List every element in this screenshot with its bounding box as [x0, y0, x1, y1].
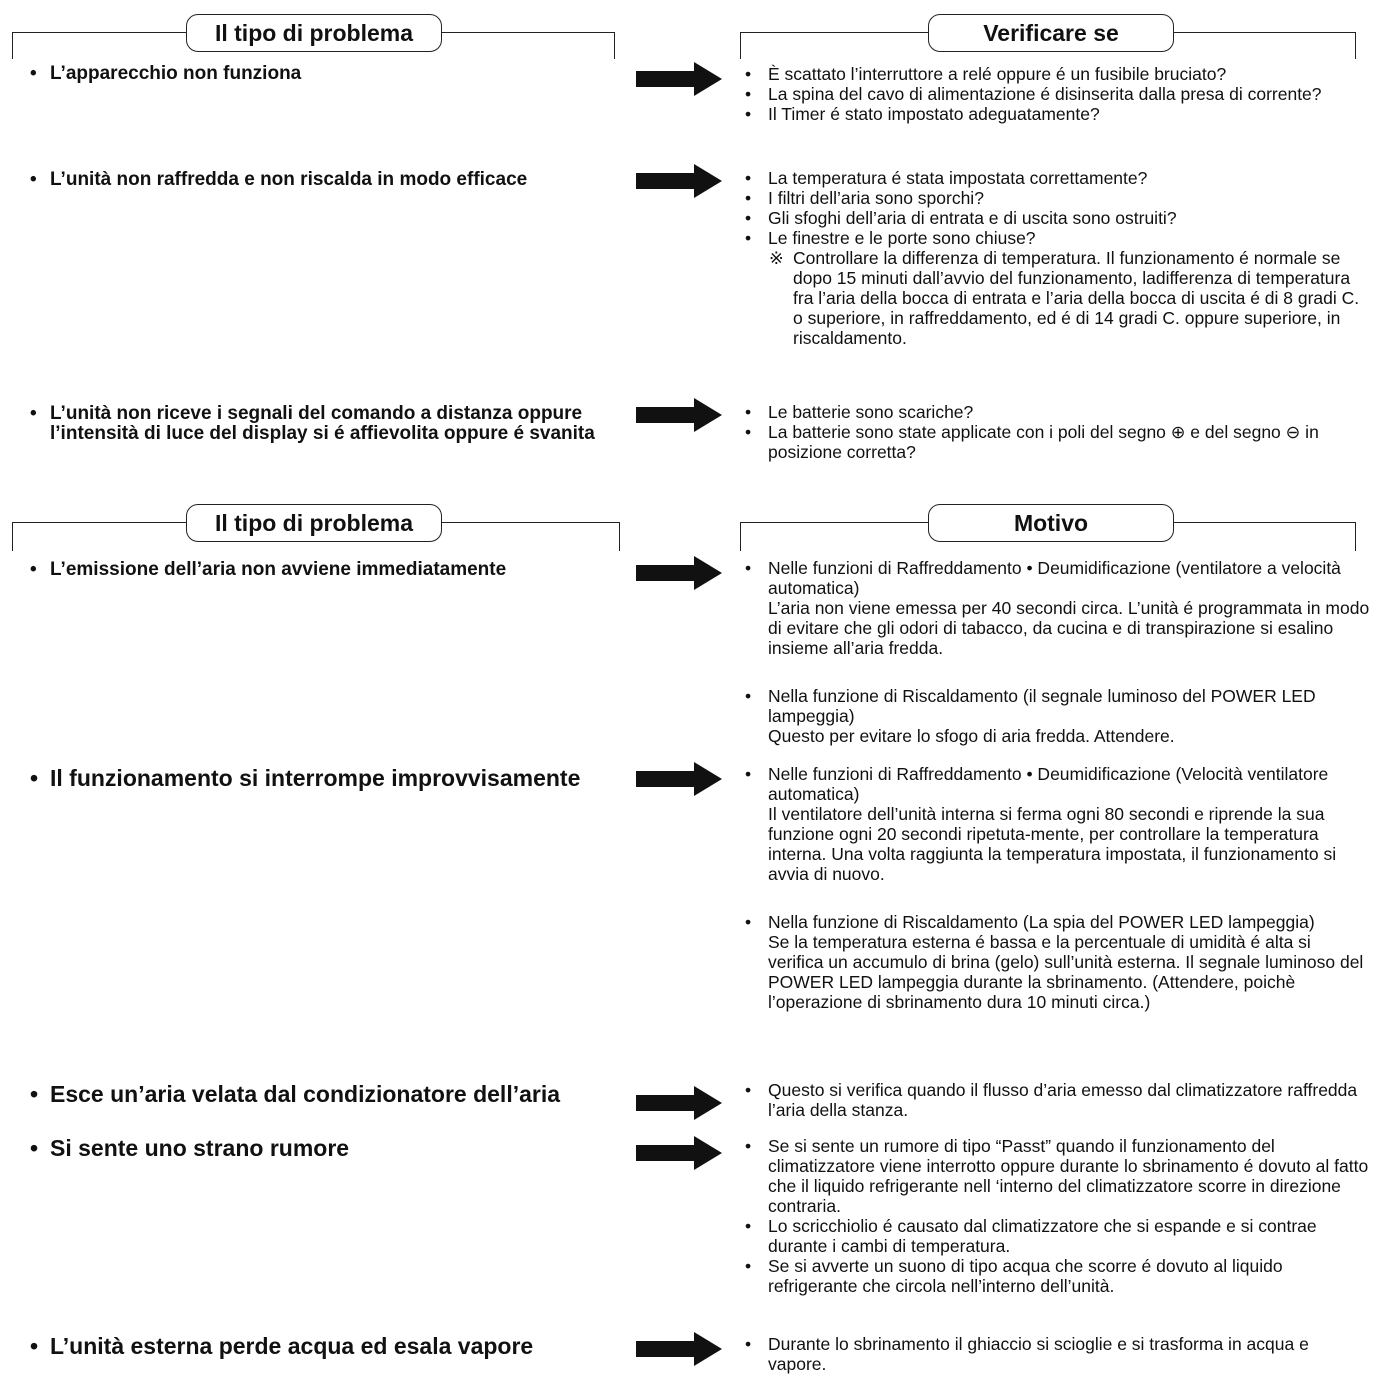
check-list: [745, 168, 1370, 348]
bullet: •: [30, 1081, 39, 1107]
reason-list: [745, 1080, 1370, 1120]
reason-item: • Nelle funzioni di Raffreddamento • Deumidificazione (Velocità ventilatore automatica): [745, 764, 1329, 804]
reason-body: Questo per evitare lo sfogo di aria fredda. Attendere.: [768, 726, 1175, 746]
section2-left-header: Il tipo di problema: [186, 504, 442, 542]
arrow-right-icon: [636, 164, 722, 198]
reason-item: • Durante lo sbrinamento il ghiaccio si scioglie e si trasforma in acqua e vapore.: [745, 1334, 1309, 1374]
check-list: [745, 402, 1370, 462]
check-item: • Le finestre e le porte sono chiuse?: [745, 228, 1036, 248]
reason-item: • Se si avverte un suono di tipo acqua che scorre é dovuto al liquido refrigerante che circola nell’interno dell’unità.: [745, 1256, 1283, 1296]
bullet: •: [30, 169, 37, 190]
reason-item: • Nella funzione di Riscaldamento (La spia del POWER LED lampeggia): [745, 912, 1315, 932]
reason-list: [745, 764, 1370, 884]
reason-list: [745, 558, 1370, 658]
check-item: • È scattato l’interruttore a relé oppure é un fusibile bruciato?: [745, 64, 1227, 84]
check-item: • La spina del cavo di alimentazione é disinserita dalla presa di corrente?: [745, 84, 1322, 104]
reason-body: Il ventilatore dell’unità interna si ferma ogni 80 secondi e riprende la sua funzione ogni 20 secondi ripetuta-mente, per controllare la temperatura interna. Una volta raggiunta la temperatura impostata, il funzionamento si avvia di nuovo.: [768, 804, 1337, 884]
check-item: • Le batterie sono scariche?: [745, 402, 974, 422]
reference-mark-icon: ※: [769, 248, 784, 268]
section1-left-header: Il tipo di problema: [186, 14, 442, 52]
reason-item: • Se si sente un rumore di tipo “Passt” quando il funzionamento del climatizzatore viene interrotto oppure durante lo sbrinamento é dovuto al fatto che il liquido refrigerante nell ‘interno del climatizzatore scorre in direzione contraria.: [745, 1136, 1369, 1216]
note-item: ※ Controllare la differenza di temperatura. Il funzionamento é normale se dopo 15 minuti dall’avvio del funzionamento, ladifferenza di temperatura fra l’aria della bocca di entrata e l’aria della bocca di uscita é di 8 gradi C. o superiore, in raffreddamento, ed é di 14 gradi C. oppure superiore, in riscaldamento.: [769, 248, 1360, 348]
arrow-right-icon: [636, 62, 722, 96]
reason-list: [745, 686, 1370, 746]
section1-right-header: Verificare se: [928, 14, 1174, 52]
bullet: •: [30, 403, 37, 424]
bullet: •: [30, 559, 37, 580]
section2-right-header: Motivo: [928, 504, 1174, 542]
arrow-right-icon: [636, 556, 722, 590]
check-item: • I filtri dell’aria sono sporchi?: [745, 188, 984, 208]
problem-item: • L’unità non riceve i segnali del comando a distanza oppure l’intensità di luce del display si é affievolita oppure é svanita: [30, 403, 595, 444]
arrow-right-icon: [636, 1332, 722, 1366]
reason-item: • Nella funzione di Riscaldamento (il segnale luminoso del POWER LED lampeggia): [745, 686, 1316, 726]
check-item: • La batterie sono state applicate con i poli del segno ⊕ e del segno ⊖ in posizione corretta?: [745, 422, 1319, 462]
check-item: • La temperatura é stata impostata correttamente?: [745, 168, 1148, 188]
bullet: •: [30, 63, 37, 84]
check-item: • Il Timer é stato impostato adeguatamente?: [745, 104, 1100, 124]
reason-list: [745, 912, 1370, 1012]
reason-item: • Questo si verifica quando il flusso d’aria emesso dal climatizzatore raffredda l’aria della stanza.: [745, 1080, 1358, 1120]
bullet: •: [30, 1135, 39, 1161]
check-list: [745, 64, 1370, 124]
problem-item: • Il funzionamento si interrompe improvvisamente: [30, 765, 581, 791]
reason-item: • Nelle funzioni di Raffreddamento • Deumidificazione (ventilatore a velocità automatica): [745, 558, 1341, 598]
arrow-right-icon: [636, 762, 722, 796]
arrow-right-icon: [636, 398, 722, 432]
problem-item: • L’emissione dell’aria non avviene immediatamente: [30, 559, 507, 580]
problem-item: • Si sente uno strano rumore: [30, 1135, 350, 1161]
reason-list: [745, 1334, 1370, 1374]
check-item: • Gli sfoghi dell’aria di entrata e di uscita sono ostruiti?: [745, 208, 1177, 228]
problem-item: • Esce un’aria velata dal condizionatore dell’aria: [30, 1081, 561, 1107]
bullet: •: [30, 1333, 39, 1359]
problem-item: • L’apparecchio non funziona: [30, 63, 302, 84]
reason-body: Se la temperatura esterna é bassa e la percentuale di umidità é alta si verifica un accumulo di brina (gelo) sull’unità esterna. Il segnale luminoso del POWER LED lampeggia durante la sbrinamento. (Attendere, poichè l’operazione di sbrinamento dura 10 minuti circa.): [768, 932, 1364, 1012]
arrow-right-icon: [636, 1086, 722, 1120]
reason-list: [745, 1136, 1370, 1296]
reason-body: L’aria non viene emessa per 40 secondi circa. L’unità é programmata in modo di evitare che gli odori di tabacco, da cucina e di transpirazione si esalino insieme all’aria fredda.: [768, 598, 1370, 658]
reason-item: • Lo scricchiolio é causato dal climatizzatore che si espande e si contrae durante i cambi di temperatura.: [745, 1216, 1317, 1256]
bullet: •: [30, 765, 39, 791]
problem-item: • L’unità esterna perde acqua ed esala vapore: [30, 1333, 534, 1359]
arrow-right-icon: [636, 1136, 722, 1170]
problem-item: • L’unità non raffredda e non riscalda in modo efficace: [30, 169, 528, 190]
